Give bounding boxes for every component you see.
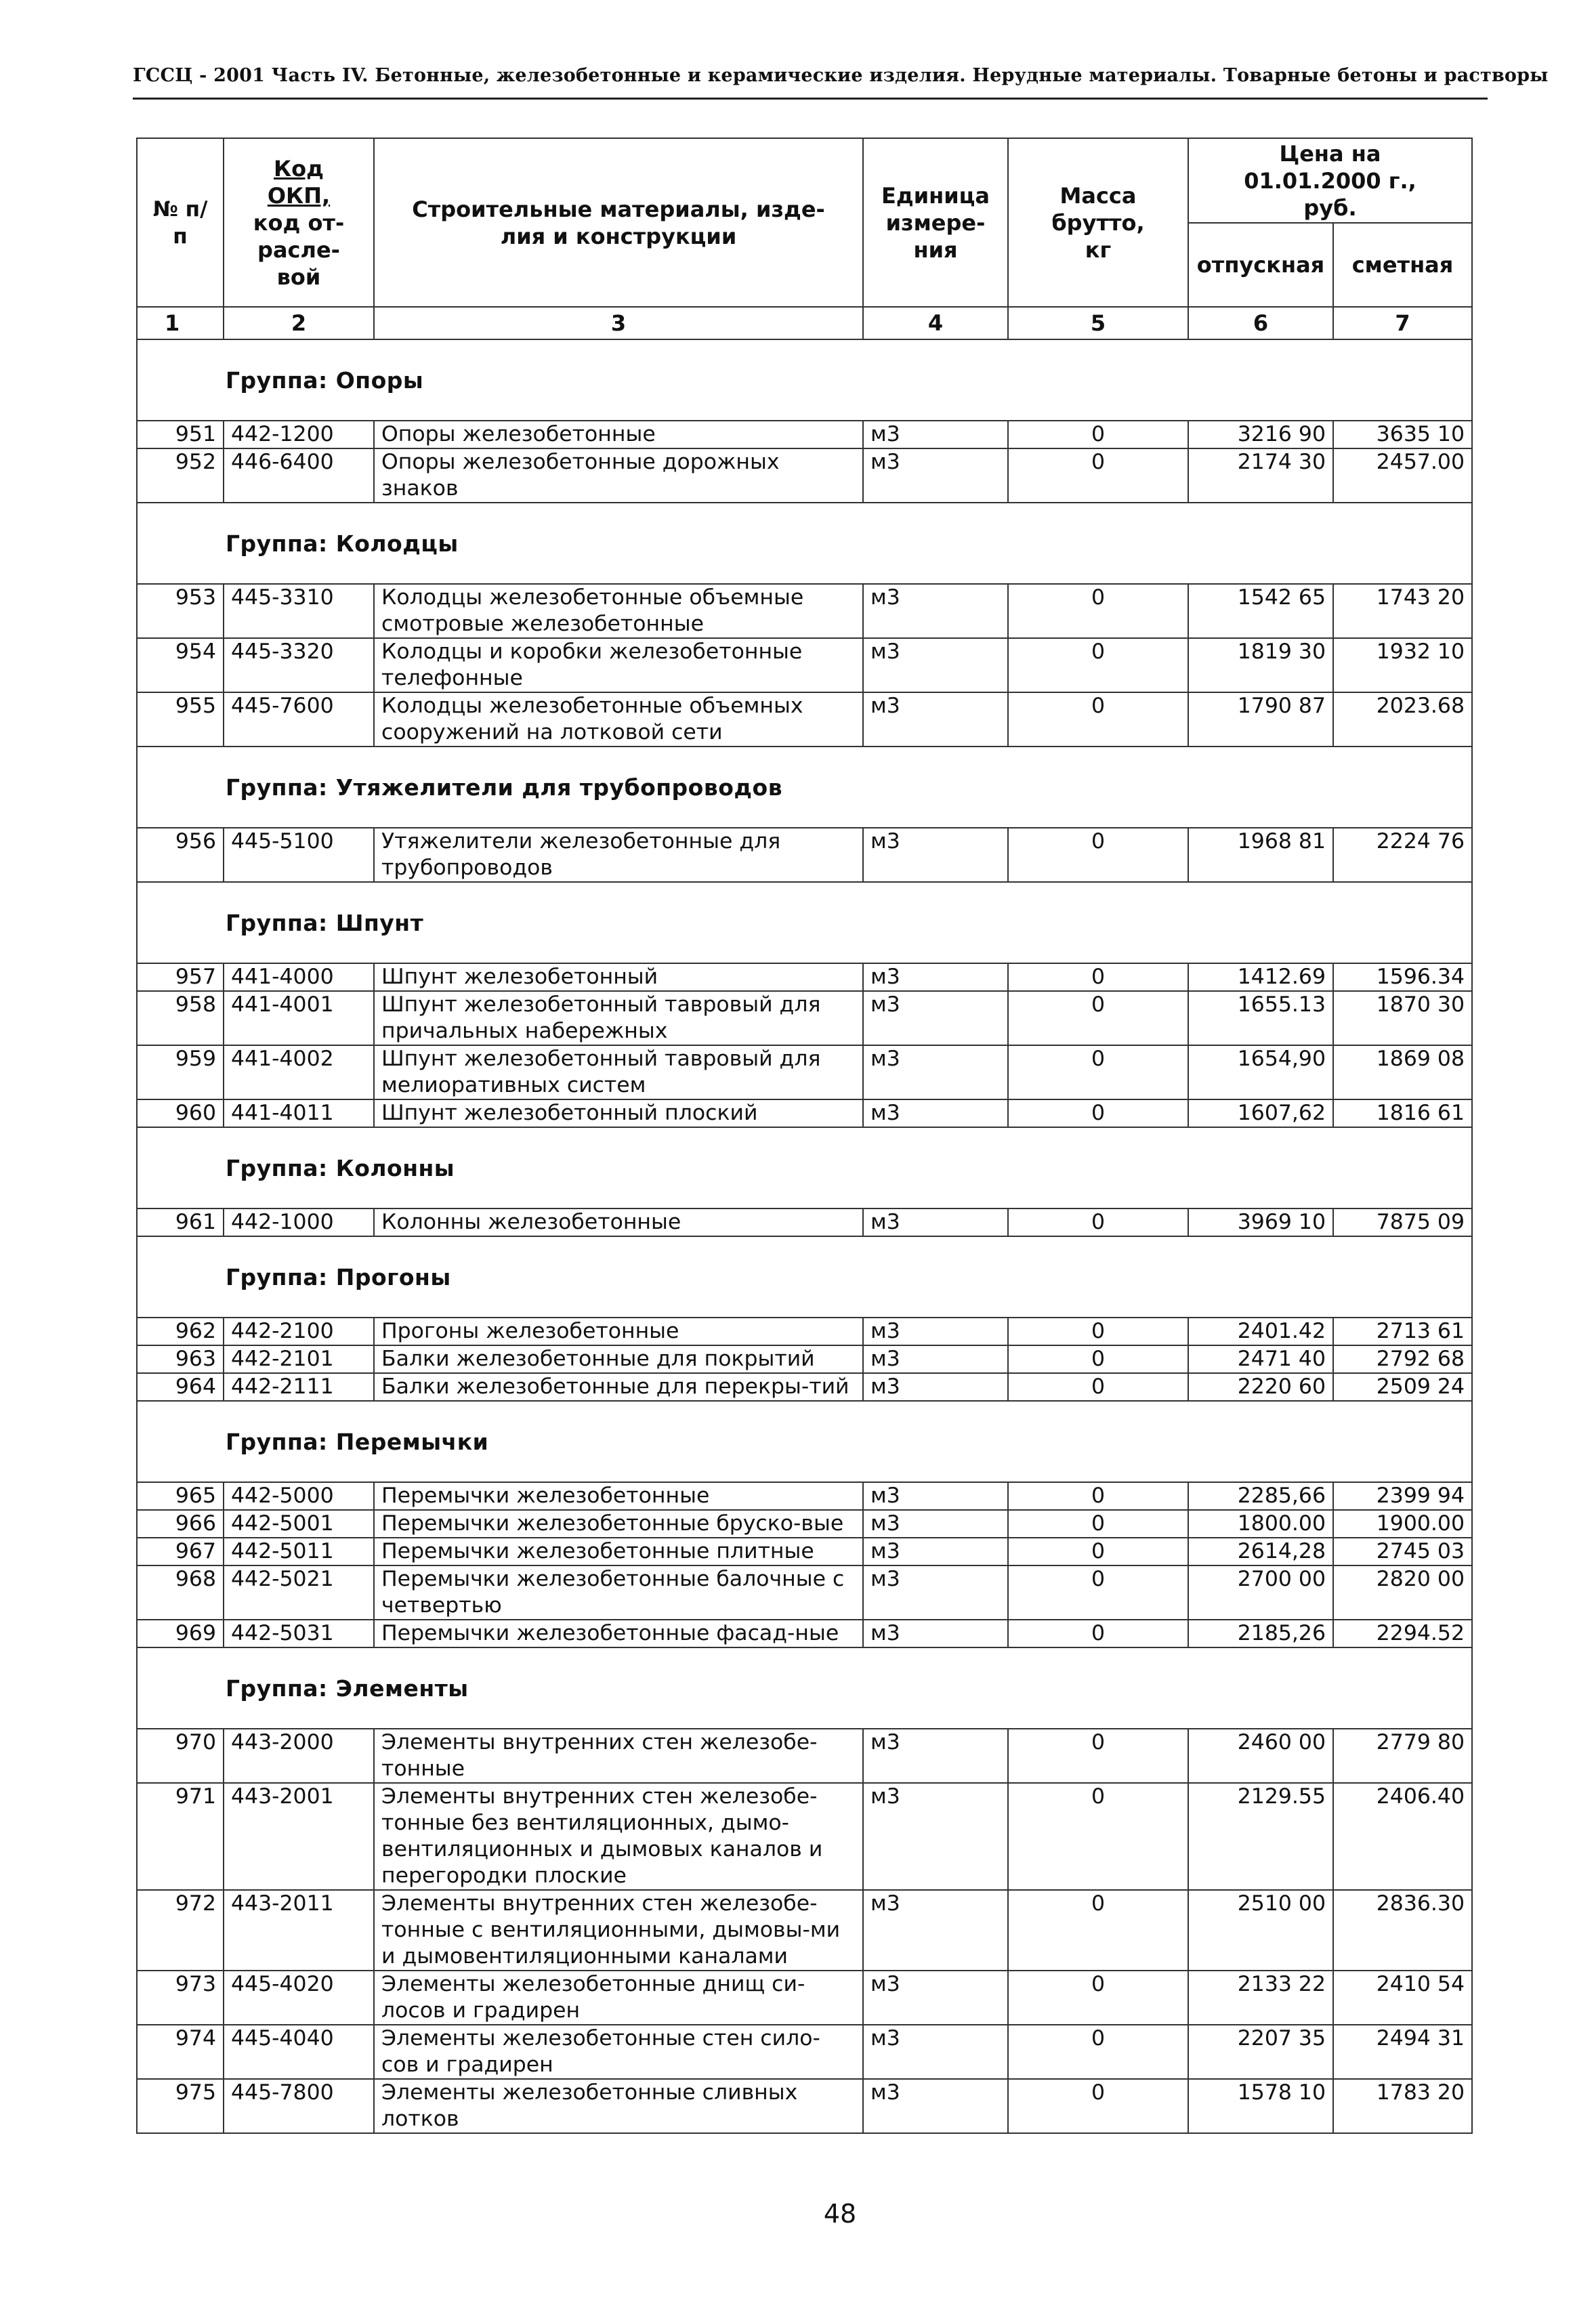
unit-cell: м3 [863,1345,1008,1373]
group-row [137,747,1472,828]
material-name-cell: Шпунт железобетонный плоский [374,1099,863,1127]
group-row [137,1127,1472,1208]
header-price-estimate: сметная [1333,223,1472,307]
okp-code-cell: 442-5031 [224,1620,374,1647]
group-title: Группа: Шпунт [137,882,1472,963]
material-name-cell: Перемычки железобетонные балочные с четвертью [374,1565,863,1620]
header-code [224,138,374,307]
unit-cell: м3 [863,991,1008,1045]
okp-code-cell: 443-2000 [224,1729,374,1783]
price-release-cell: 2471 40 [1188,1345,1333,1373]
group-title: Группа: Утяжелители для трубопроводов [137,747,1472,828]
price-release-cell: 1819 30 [1188,638,1333,692]
page-number: 48 [823,2199,857,2229]
material-name-cell: Шпунт железобетонный тавровый для мелиоративных систем [374,1045,863,1099]
header-mass: Масса брутто, кг [1008,138,1188,307]
okp-code-cell: 442-1200 [224,421,374,448]
row-number-cell: 953 [137,584,224,638]
price-estimate-cell: 1900.00 [1333,1510,1472,1538]
okp-code-cell: 445-4020 [224,1971,374,2025]
price-release-cell: 1800.00 [1188,1510,1333,1538]
table-row [137,1345,1472,1373]
col-number-3: 3 [374,307,863,339]
price-estimate-cell: 1816 61 [1333,1099,1472,1127]
price-estimate-cell: 2399 94 [1333,1482,1472,1510]
price-estimate-cell: 2792 68 [1333,1345,1472,1373]
table-row [137,1620,1472,1647]
header-price: Цена на 01.01.2000 г., руб. [1188,138,1472,223]
material-name-cell: Опоры железобетонные дорожных знаков [374,448,863,503]
table-row [137,2025,1472,2079]
unit-cell: м3 [863,1373,1008,1401]
okp-code-cell: 445-7600 [224,692,374,747]
table-row [137,1208,1472,1236]
group-title: Группа: Элементы [137,1647,1472,1729]
price-release-cell: 2133 22 [1188,1971,1333,2025]
col-number-6: 6 [1188,307,1333,339]
unit-cell: м3 [863,963,1008,991]
unit-cell: м3 [863,1318,1008,1345]
header-num: № п/п [137,138,224,307]
running-head: ГССЦ - 2001 Часть IV. Бетонные, железобетонные и керамические изделия. Нерудные материалы. Товарные бетоны и растворы [133,65,1549,86]
price-estimate-cell: 1869 08 [1333,1045,1472,1099]
price-estimate-cell: 2457.00 [1333,448,1472,503]
price-release-cell: 2510 00 [1188,1890,1333,1971]
gross-mass-cell: 0 [1008,1538,1188,1565]
material-name-cell: Шпунт железобетонный тавровый для причальных набережных [374,991,863,1045]
unit-cell: м3 [863,1208,1008,1236]
price-estimate-cell: 2836.30 [1333,1890,1472,1971]
price-estimate-cell: 2294.52 [1333,1620,1472,1647]
price-estimate-cell: 1932 10 [1333,638,1472,692]
gross-mass-cell: 0 [1008,2079,1188,2133]
material-name-cell: Перемычки железобетонные [374,1482,863,1510]
row-number-cell: 958 [137,991,224,1045]
gross-mass-cell: 0 [1008,2025,1188,2079]
material-name-cell: Элементы внутренних стен железобе-тонные с вентиляционными, дымовы-ми и дымовентиляционными каналами [374,1890,863,1971]
okp-code-cell: 441-4000 [224,963,374,991]
okp-code-cell: 443-2011 [224,1890,374,1971]
price-release-cell: 2285,66 [1188,1482,1333,1510]
table-row [137,1318,1472,1345]
unit-cell: м3 [863,638,1008,692]
material-name-cell: Колонны железобетонные [374,1208,863,1236]
price-release-cell: 2700 00 [1188,1565,1333,1620]
okp-code-cell: 445-3320 [224,638,374,692]
price-release-cell: 1968 81 [1188,828,1333,882]
price-estimate-cell: 1596.34 [1333,963,1472,991]
row-number-cell: 954 [137,638,224,692]
gross-mass-cell: 0 [1008,421,1188,448]
table-row [137,692,1472,747]
row-number-cell: 952 [137,448,224,503]
price-estimate-cell: 1870 30 [1333,991,1472,1045]
price-estimate-cell: 2713 61 [1333,1318,1472,1345]
table-row [137,638,1472,692]
header-code-rest: код от-расле-вой [253,209,345,290]
group-row [137,1236,1472,1318]
header-code-mid: ОКП, [267,182,331,209]
okp-code-cell: 445-4040 [224,2025,374,2079]
group-row [137,339,1472,421]
table-row [137,1565,1472,1620]
price-release-cell: 2460 00 [1188,1729,1333,1783]
unit-cell: м3 [863,1971,1008,2025]
price-release-cell: 2129.55 [1188,1783,1333,1890]
price-estimate-cell: 2779 80 [1333,1729,1472,1783]
price-estimate-cell: 2494 31 [1333,2025,1472,2079]
group-row [137,503,1472,584]
col-number-7: 7 [1333,307,1472,339]
table-row [137,1045,1472,1099]
table-body [137,339,1472,2133]
okp-code-cell: 442-2101 [224,1345,374,1373]
table-row [137,963,1472,991]
gross-mass-cell: 0 [1008,584,1188,638]
price-release-cell: 1607,62 [1188,1099,1333,1127]
unit-cell: м3 [863,1482,1008,1510]
group-row [137,882,1472,963]
col-number-2: 2 [224,307,374,339]
price-release-cell: 2174 30 [1188,448,1333,503]
table-row [137,991,1472,1045]
material-name-cell: Перемычки железобетонные плитные [374,1538,863,1565]
group-row [137,1401,1472,1482]
okp-code-cell: 442-1000 [224,1208,374,1236]
price-release-cell: 3216 90 [1188,421,1333,448]
gross-mass-cell: 0 [1008,963,1188,991]
row-number-cell: 963 [137,1345,224,1373]
row-number-cell: 962 [137,1318,224,1345]
gross-mass-cell: 0 [1008,448,1188,503]
price-release-cell: 3969 10 [1188,1208,1333,1236]
material-name-cell: Элементы внутренних стен железобе-тонные [374,1729,863,1783]
price-release-cell: 2614,28 [1188,1538,1333,1565]
col-number-1: 1 [137,307,224,339]
price-release-cell: 1790 87 [1188,692,1333,747]
table-row [137,828,1472,882]
gross-mass-cell: 0 [1008,1783,1188,1890]
unit-cell: м3 [863,828,1008,882]
unit-cell: м3 [863,2025,1008,2079]
table-row [137,1890,1472,1971]
row-number-cell: 971 [137,1783,224,1890]
material-name-cell: Элементы железобетонные днищ си-лосов и градирен [374,1971,863,2025]
row-number-cell: 957 [137,963,224,991]
column-number-row [137,307,1472,339]
unit-cell: м3 [863,1538,1008,1565]
table-row [137,1729,1472,1783]
group-title: Группа: Перемычки [137,1401,1472,1482]
table-row [137,1783,1472,1890]
price-estimate-cell: 2023.68 [1333,692,1472,747]
gross-mass-cell: 0 [1008,1565,1188,1620]
gross-mass-cell: 0 [1008,1099,1188,1127]
table-row [137,584,1472,638]
header-rule [133,98,1488,100]
price-estimate-cell: 2745 03 [1333,1538,1472,1565]
price-release-cell: 2401.42 [1188,1318,1333,1345]
material-name-cell: Балки железобетонные для покрытий [374,1345,863,1373]
gross-mass-cell: 0 [1008,1971,1188,2025]
gross-mass-cell: 0 [1008,828,1188,882]
row-number-cell: 960 [137,1099,224,1127]
price-table [136,138,1473,2134]
unit-cell: м3 [863,448,1008,503]
row-number-cell: 964 [137,1373,224,1401]
material-name-cell: Перемычки железобетонные бруско-вые [374,1510,863,1538]
material-name-cell: Балки железобетонные для перекры-тий [374,1373,863,1401]
group-title: Группа: Колодцы [137,503,1472,584]
group-title: Группа: Прогоны [137,1236,1472,1318]
row-number-cell: 961 [137,1208,224,1236]
row-number-cell: 973 [137,1971,224,2025]
price-release-cell: 1655.13 [1188,991,1333,1045]
unit-cell: м3 [863,1099,1008,1127]
material-name-cell: Колодцы и коробки железобетонные телефонные [374,638,863,692]
gross-mass-cell: 0 [1008,1620,1188,1647]
price-estimate-cell: 1743 20 [1333,584,1472,638]
unit-cell: м3 [863,1620,1008,1647]
table-row [137,1099,1472,1127]
price-release-cell: 1578 10 [1188,2079,1333,2133]
header-price-release: отпускная [1188,223,1333,307]
price-release-cell: 1654,90 [1188,1045,1333,1099]
row-number-cell: 955 [137,692,224,747]
table-row [137,421,1472,448]
price-release-cell: 1412.69 [1188,963,1333,991]
okp-code-cell: 442-5000 [224,1482,374,1510]
price-estimate-cell: 2406.40 [1333,1783,1472,1890]
material-name-cell: Колодцы железобетонные объемных сооружений на лотковой сети [374,692,863,747]
gross-mass-cell: 0 [1008,692,1188,747]
gross-mass-cell: 0 [1008,1345,1188,1373]
okp-code-cell: 445-7800 [224,2079,374,2133]
gross-mass-cell: 0 [1008,1045,1188,1099]
price-estimate-cell: 2224 76 [1333,828,1472,882]
row-number-cell: 951 [137,421,224,448]
price-release-cell: 2185,26 [1188,1620,1333,1647]
unit-cell: м3 [863,692,1008,747]
row-number-cell: 975 [137,2079,224,2133]
price-estimate-cell: 2509 24 [1333,1373,1472,1401]
table-row [137,1482,1472,1510]
header-unit: Единица измере-ния [863,138,1008,307]
unit-cell: м3 [863,1729,1008,1783]
material-name-cell: Шпунт железобетонный [374,963,863,991]
okp-code-cell: 441-4001 [224,991,374,1045]
material-name-cell: Элементы железобетонные стен сило-сов и градирен [374,2025,863,2079]
row-number-cell: 966 [137,1510,224,1538]
row-number-cell: 969 [137,1620,224,1647]
unit-cell: м3 [863,1045,1008,1099]
gross-mass-cell: 0 [1008,1729,1188,1783]
gross-mass-cell: 0 [1008,991,1188,1045]
header-code-top: Код [274,155,324,182]
gross-mass-cell: 0 [1008,1373,1188,1401]
col-number-5: 5 [1008,307,1188,339]
price-estimate-cell: 7875 09 [1333,1208,1472,1236]
okp-code-cell: 442-5001 [224,1510,374,1538]
table-header [137,138,1472,339]
header-name: Строительные материалы, изде-лия и конструкции [374,138,863,307]
material-name-cell: Прогоны железобетонные [374,1318,863,1345]
okp-code-cell: 441-4002 [224,1045,374,1099]
unit-cell: м3 [863,1890,1008,1971]
row-number-cell: 974 [137,2025,224,2079]
okp-code-cell: 443-2001 [224,1783,374,1890]
okp-code-cell: 442-2111 [224,1373,374,1401]
okp-code-cell: 442-5011 [224,1538,374,1565]
table-row [137,1538,1472,1565]
table-row [137,2079,1472,2133]
table-row [137,448,1472,503]
col-number-4: 4 [863,307,1008,339]
row-number-cell: 965 [137,1482,224,1510]
price-release-cell: 2220 60 [1188,1373,1333,1401]
material-name-cell: Элементы железобетонные сливных лотков [374,2079,863,2133]
table-row [137,1373,1472,1401]
row-number-cell: 956 [137,828,224,882]
row-number-cell: 968 [137,1565,224,1620]
price-release-cell: 1542 65 [1188,584,1333,638]
row-number-cell: 972 [137,1890,224,1971]
table-row [137,1510,1472,1538]
group-row [137,1647,1472,1729]
row-number-cell: 970 [137,1729,224,1783]
okp-code-cell: 442-2100 [224,1318,374,1345]
gross-mass-cell: 0 [1008,1890,1188,1971]
price-estimate-cell: 1783 20 [1333,2079,1472,2133]
unit-cell: м3 [863,2079,1008,2133]
material-name-cell: Колодцы железобетонные объемные смотровые железобетонные [374,584,863,638]
unit-cell: м3 [863,584,1008,638]
unit-cell: м3 [863,1510,1008,1538]
gross-mass-cell: 0 [1008,638,1188,692]
okp-code-cell: 441-4011 [224,1099,374,1127]
group-title: Группа: Колонны [137,1127,1472,1208]
unit-cell: м3 [863,421,1008,448]
unit-cell: м3 [863,1565,1008,1620]
okp-code-cell: 445-5100 [224,828,374,882]
gross-mass-cell: 0 [1008,1318,1188,1345]
gross-mass-cell: 0 [1008,1510,1188,1538]
price-estimate-cell: 2410 54 [1333,1971,1472,2025]
material-name-cell: Элементы внутренних стен железобе-тонные без вентиляционных, дымо-вентиляционных и дымовых каналов и перегородки плоские [374,1783,863,1890]
material-name-cell: Утяжелители железобетонные для трубопроводов [374,828,863,882]
price-estimate-cell: 2820 00 [1333,1565,1472,1620]
price-release-cell: 2207 35 [1188,2025,1333,2079]
gross-mass-cell: 0 [1008,1482,1188,1510]
table-row [137,1971,1472,2025]
row-number-cell: 967 [137,1538,224,1565]
row-number-cell: 959 [137,1045,224,1099]
unit-cell: м3 [863,1783,1008,1890]
okp-code-cell: 445-3310 [224,584,374,638]
material-name-cell: Опоры железобетонные [374,421,863,448]
okp-code-cell: 446-6400 [224,448,374,503]
price-estimate-cell: 3635 10 [1333,421,1472,448]
group-title: Группа: Опоры [137,339,1472,421]
gross-mass-cell: 0 [1008,1208,1188,1236]
material-name-cell: Перемычки железобетонные фасад-ные [374,1620,863,1647]
okp-code-cell: 442-5021 [224,1565,374,1620]
